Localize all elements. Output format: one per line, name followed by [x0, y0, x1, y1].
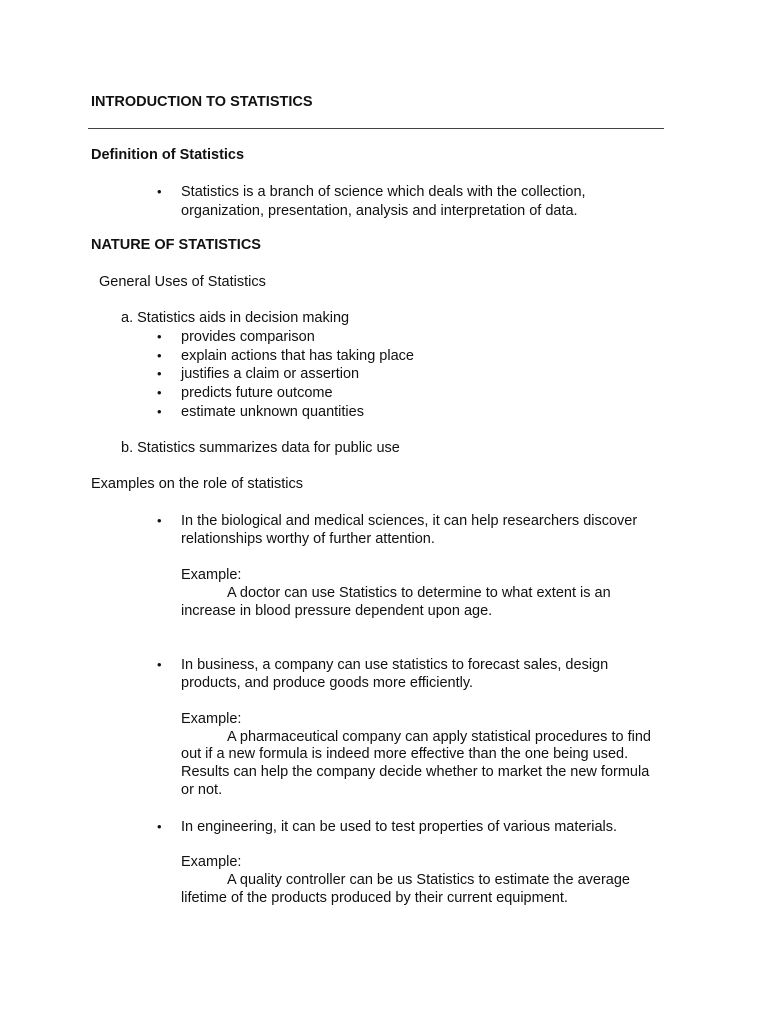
bullet-icon: •	[157, 513, 162, 528]
engineering-text-line-1: In engineering, it can be used to test properties of various materials.	[181, 819, 618, 835]
example-label: Example:	[181, 854, 242, 870]
engineering-example-line-2: lifetime of the products produced by their current equipment.	[181, 890, 568, 906]
page-title: INTRODUCTION TO STATISTICS	[91, 94, 313, 110]
examples-heading: Examples on the role of statistics	[91, 476, 303, 492]
business-example-line-3: Results can help the company decide whether to market the new formula	[181, 764, 650, 780]
example-label: Example:	[181, 711, 242, 727]
definition-text-line-1: Statistics is a branch of science which deals with the collection,	[181, 184, 586, 200]
business-text-line-2: products, and produce goods more efficiently.	[181, 675, 474, 691]
bullet-icon: •	[157, 184, 162, 199]
bio-text-line-1: In the biological and medical sciences, it can help researchers discover	[181, 513, 638, 529]
business-example-line-2: out if a new formula is indeed more effective than the one being used.	[181, 746, 629, 762]
nature-heading: NATURE OF STATISTICS	[91, 237, 261, 253]
bullet-icon: •	[157, 385, 162, 400]
bio-example-line-1: A doctor can use Statistics to determine to what extent is an	[227, 585, 611, 601]
business-text-line-1: In business, a company can use statistics to forecast sales, design	[181, 657, 609, 673]
subitem-4: predicts future outcome	[181, 385, 333, 401]
bullet-icon: •	[157, 404, 162, 419]
definition-heading: Definition of Statistics	[91, 147, 245, 163]
bullet-icon: •	[157, 657, 162, 672]
bio-text-line-2: relationships worthy of further attention.	[181, 531, 435, 547]
list-item-a: a. Statistics aids in decision making	[121, 310, 350, 326]
bullet-icon: •	[157, 348, 162, 363]
subitem-3: justifies a claim or assertion	[181, 366, 360, 382]
subitem-1: provides comparison	[181, 329, 315, 345]
business-example-line-4: or not.	[181, 782, 223, 798]
bullet-icon: •	[157, 366, 162, 381]
engineering-example-line-1: A quality controller can be us Statistics to estimate the average	[227, 872, 630, 888]
bio-example-line-2: increase in blood pressure dependent upon age.	[181, 603, 493, 619]
business-example-line-1: A pharmaceutical company can apply statistical procedures to find	[227, 729, 651, 745]
title-divider	[88, 128, 664, 129]
subitem-2: explain actions that has taking place	[181, 348, 414, 364]
list-item-b: b. Statistics summarizes data for public use	[121, 440, 400, 456]
definition-text-line-2: organization, presentation, analysis and interpretation of data.	[181, 203, 578, 219]
example-label: Example:	[181, 567, 242, 583]
bullet-icon: •	[157, 329, 162, 344]
general-uses-subheading: General Uses of Statistics	[99, 274, 266, 290]
bullet-icon: •	[157, 819, 162, 834]
subitem-5: estimate unknown quantities	[181, 404, 364, 420]
